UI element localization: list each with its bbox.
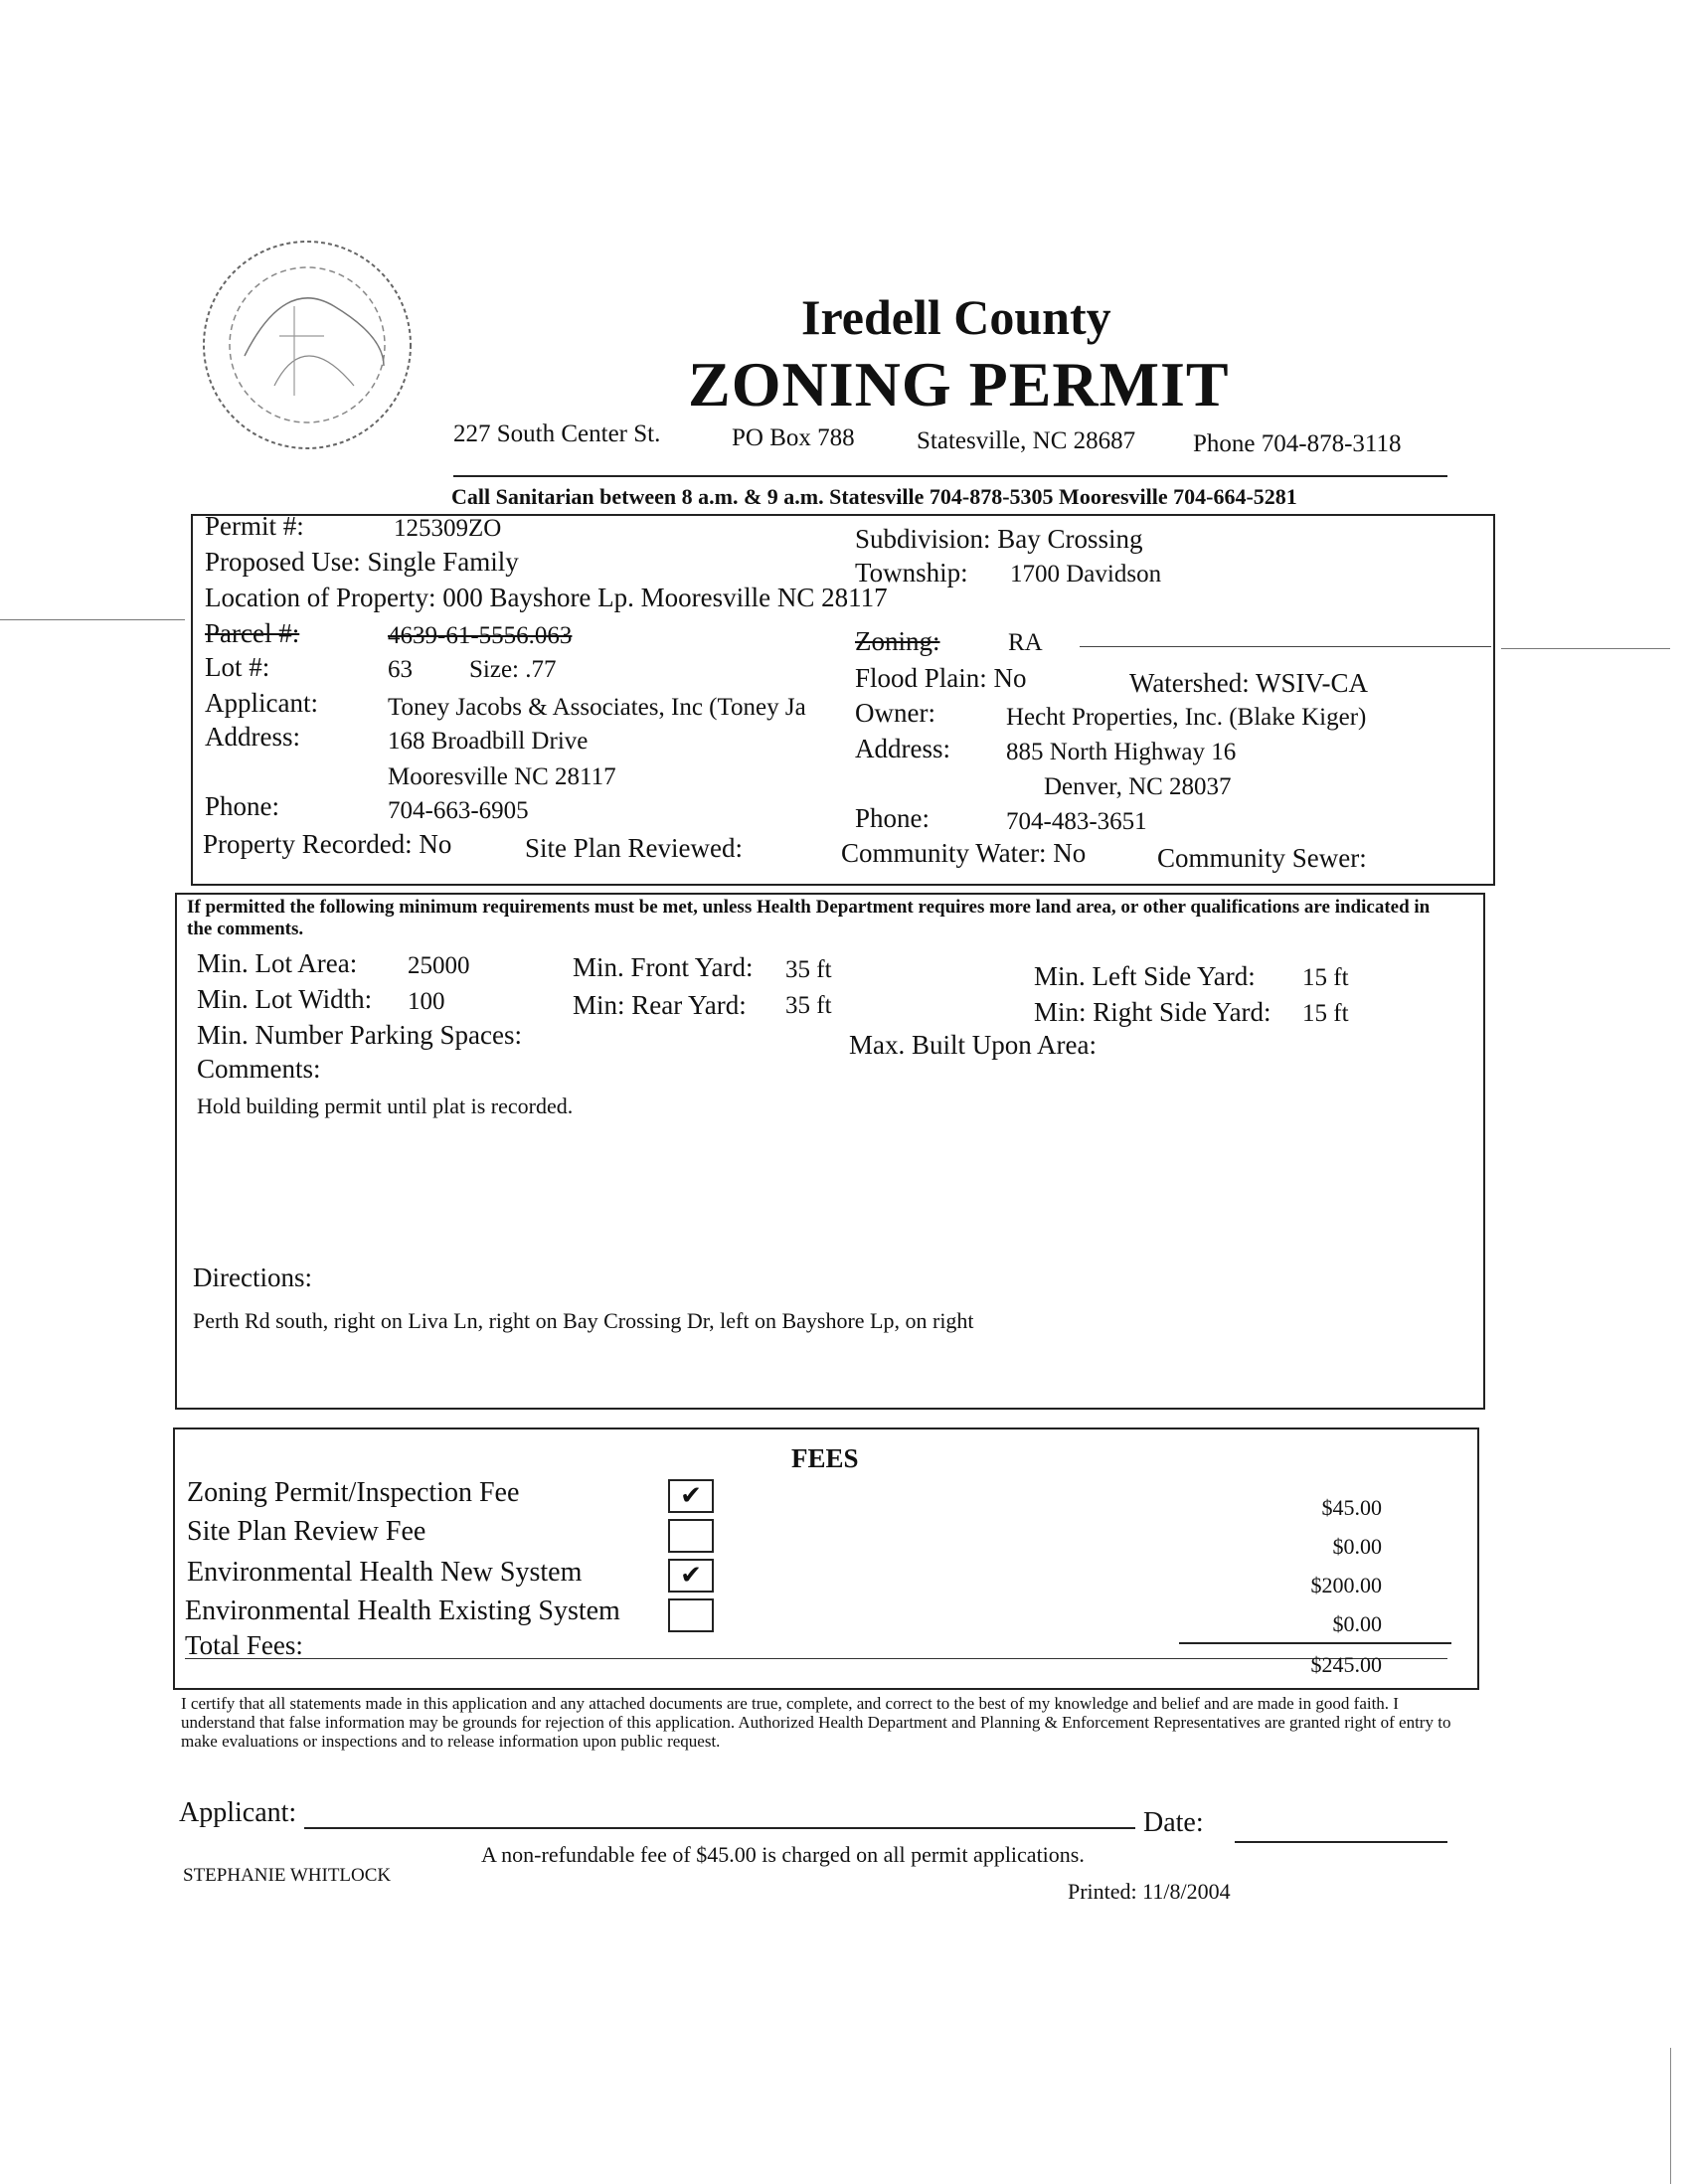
applicant-signature-line[interactable]: [304, 1827, 1135, 1829]
scan-artifact-line: [1080, 646, 1491, 647]
applicant-address-label: Address:: [205, 722, 300, 752]
fee-env-new-amount: $200.00: [1310, 1573, 1382, 1597]
applicant-phone: 704-663-6905: [388, 797, 529, 824]
applicant-phone-label: Phone:: [205, 791, 280, 821]
community-water: Community Water: No: [841, 838, 1087, 868]
fees-title: FEES: [791, 1443, 859, 1473]
applicant-address-line1: 168 Broadbill Drive: [388, 728, 589, 755]
sanitarian-notice: Call Sanitarian between 8 a.m. & 9 a.m. Statesville 704-878-5305 Mooresville 704-664-5281: [451, 484, 1297, 509]
flood-plain: Flood Plain: No: [855, 663, 1027, 693]
fee-zoning-amount: $45.00: [1321, 1495, 1382, 1520]
zoning-value: RA: [1008, 629, 1043, 656]
township-label: Township:: [855, 558, 968, 588]
county-seal: [185, 237, 429, 453]
header-city: Statesville, NC 28687: [917, 427, 1136, 454]
permit-number-label: Permit #:: [205, 511, 304, 541]
parcel-number: 4639-61-5556.063: [388, 622, 573, 649]
fee-env-existing-label: Environmental Health Existing System: [185, 1596, 620, 1626]
fee-zoning-label: Zoning Permit/Inspection Fee: [187, 1477, 520, 1508]
fee-site-plan-amount: $0.00: [1332, 1534, 1382, 1559]
owner-phone: 704-483-3651: [1006, 808, 1147, 835]
requirements-intro: If permitted the following minimum requirements must be met, unless Health Department requires more land area, or other qualifications are indicated in the comments.: [187, 897, 1431, 939]
header-phone: Phone 704-878-3118: [1193, 430, 1402, 457]
min-right-side-label: Min: Right Side Yard:: [1034, 997, 1271, 1027]
zoning-label: Zoning:: [855, 626, 940, 656]
scan-artifact-edge: [1670, 2048, 1671, 2184]
site-plan-reviewed: Site Plan Reviewed:: [525, 833, 743, 863]
fee-env-new-checkbox[interactable]: ✔: [668, 1559, 714, 1593]
applicant-address-line2: Mooresville NC 28117: [388, 763, 616, 790]
scan-artifact-line: [1501, 648, 1670, 649]
fee-env-existing-amount: $0.00: [1332, 1611, 1382, 1636]
date-label: Date:: [1143, 1807, 1204, 1838]
watershed: Watershed: WSIV-CA: [1129, 668, 1369, 698]
applicant-name: Toney Jacobs & Associates, Inc (Toney Ja: [388, 694, 806, 721]
owner-phone-label: Phone:: [855, 803, 931, 833]
min-left-side: 15 ft: [1302, 964, 1349, 991]
township-value: 1700 Davidson: [1010, 561, 1162, 588]
printed-date: Printed: 11/8/2004: [1068, 1879, 1231, 1904]
lot-number: 63: [388, 656, 413, 683]
fee-total-label: Total Fees:: [185, 1630, 303, 1660]
owner-label: Owner:: [855, 698, 935, 728]
applicant-signature-label: Applicant:: [179, 1797, 297, 1828]
applicant-label: Applicant:: [205, 688, 318, 718]
property-recorded: Property Recorded: No: [203, 829, 452, 859]
max-built-upon-label: Max. Built Upon Area:: [849, 1030, 1097, 1060]
lot-label: Lot #:: [205, 652, 270, 682]
date-line[interactable]: [1235, 1841, 1447, 1843]
fees-total-rule: [1179, 1642, 1451, 1644]
directions-text: Perth Rd south, right on Liva Ln, right on Bay Crossing Dr, left on Bayshore Lp, on right: [193, 1308, 974, 1333]
min-front-yard-label: Min. Front Yard:: [573, 952, 754, 982]
directions-label: Directions:: [193, 1262, 312, 1292]
header-street: 227 South Center St.: [453, 420, 661, 447]
owner-name: Hecht Properties, Inc. (Blake Kiger): [1006, 704, 1367, 731]
owner-address-line1: 885 North Highway 16: [1006, 739, 1237, 765]
owner-address-line2: Denver, NC 28037: [1044, 773, 1232, 800]
fee-env-existing-checkbox[interactable]: [668, 1598, 714, 1632]
property-location: Location of Property: 000 Bayshore Lp. Mooresville NC 28117: [205, 583, 888, 612]
min-front-yard: 35 ft: [785, 956, 832, 983]
header-po-box: PO Box 788: [732, 424, 855, 451]
certification-text: I certify that all statements made in this application and any attached documents are true, complete, and correct to the best of my knowledge and belief and are made in good faith. I understand that false information may be grounds for rejection of this application. Authorized Health Department and Planning & Enforcement Representatives are granted right of entry to make evaluations or inspections and to release information upon public request.: [181, 1694, 1451, 1751]
comments-text: Hold building permit until plat is recorded.: [197, 1093, 574, 1118]
page-title: ZONING PERMIT: [688, 349, 1230, 420]
parcel-label: Parcel #:: [205, 618, 300, 648]
min-right-side: 15 ft: [1302, 1000, 1349, 1027]
county-name: Iredell County: [801, 289, 1111, 345]
min-rear-yard: 35 ft: [785, 992, 832, 1019]
lot-size: Size: .77: [469, 656, 557, 683]
min-rear-yard-label: Min: Rear Yard:: [573, 990, 747, 1020]
non-refundable-notice: A non-refundable fee of $45.00 is charged on all permit applications.: [481, 1842, 1085, 1867]
min-parking-label: Min. Number Parking Spaces:: [197, 1020, 522, 1050]
permit-number: 125309ZO: [394, 515, 502, 542]
clerk-name: STEPHANIE WHITLOCK: [183, 1865, 392, 1886]
min-lot-area: 25000: [408, 952, 470, 979]
fee-site-plan-checkbox[interactable]: [668, 1519, 714, 1553]
min-lot-width-label: Min. Lot Width:: [197, 984, 373, 1014]
community-sewer: Community Sewer:: [1157, 843, 1367, 873]
proposed-use: Proposed Use: Single Family: [205, 547, 519, 577]
min-lot-width: 100: [408, 988, 445, 1015]
fee-total-amount: $245.00: [1310, 1652, 1382, 1677]
min-lot-area-label: Min. Lot Area:: [197, 948, 358, 978]
comments-label: Comments:: [197, 1054, 321, 1084]
fee-site-plan-label: Site Plan Review Fee: [187, 1516, 426, 1547]
fee-zoning-checkbox[interactable]: ✔: [668, 1479, 714, 1513]
fee-env-new-label: Environmental Health New System: [187, 1557, 583, 1588]
owner-address-label: Address:: [855, 734, 950, 763]
min-left-side-label: Min. Left Side Yard:: [1034, 961, 1256, 991]
subdivision: Subdivision: Bay Crossing: [855, 524, 1143, 554]
header-rule: [453, 475, 1447, 477]
scan-artifact-line: [0, 619, 185, 620]
